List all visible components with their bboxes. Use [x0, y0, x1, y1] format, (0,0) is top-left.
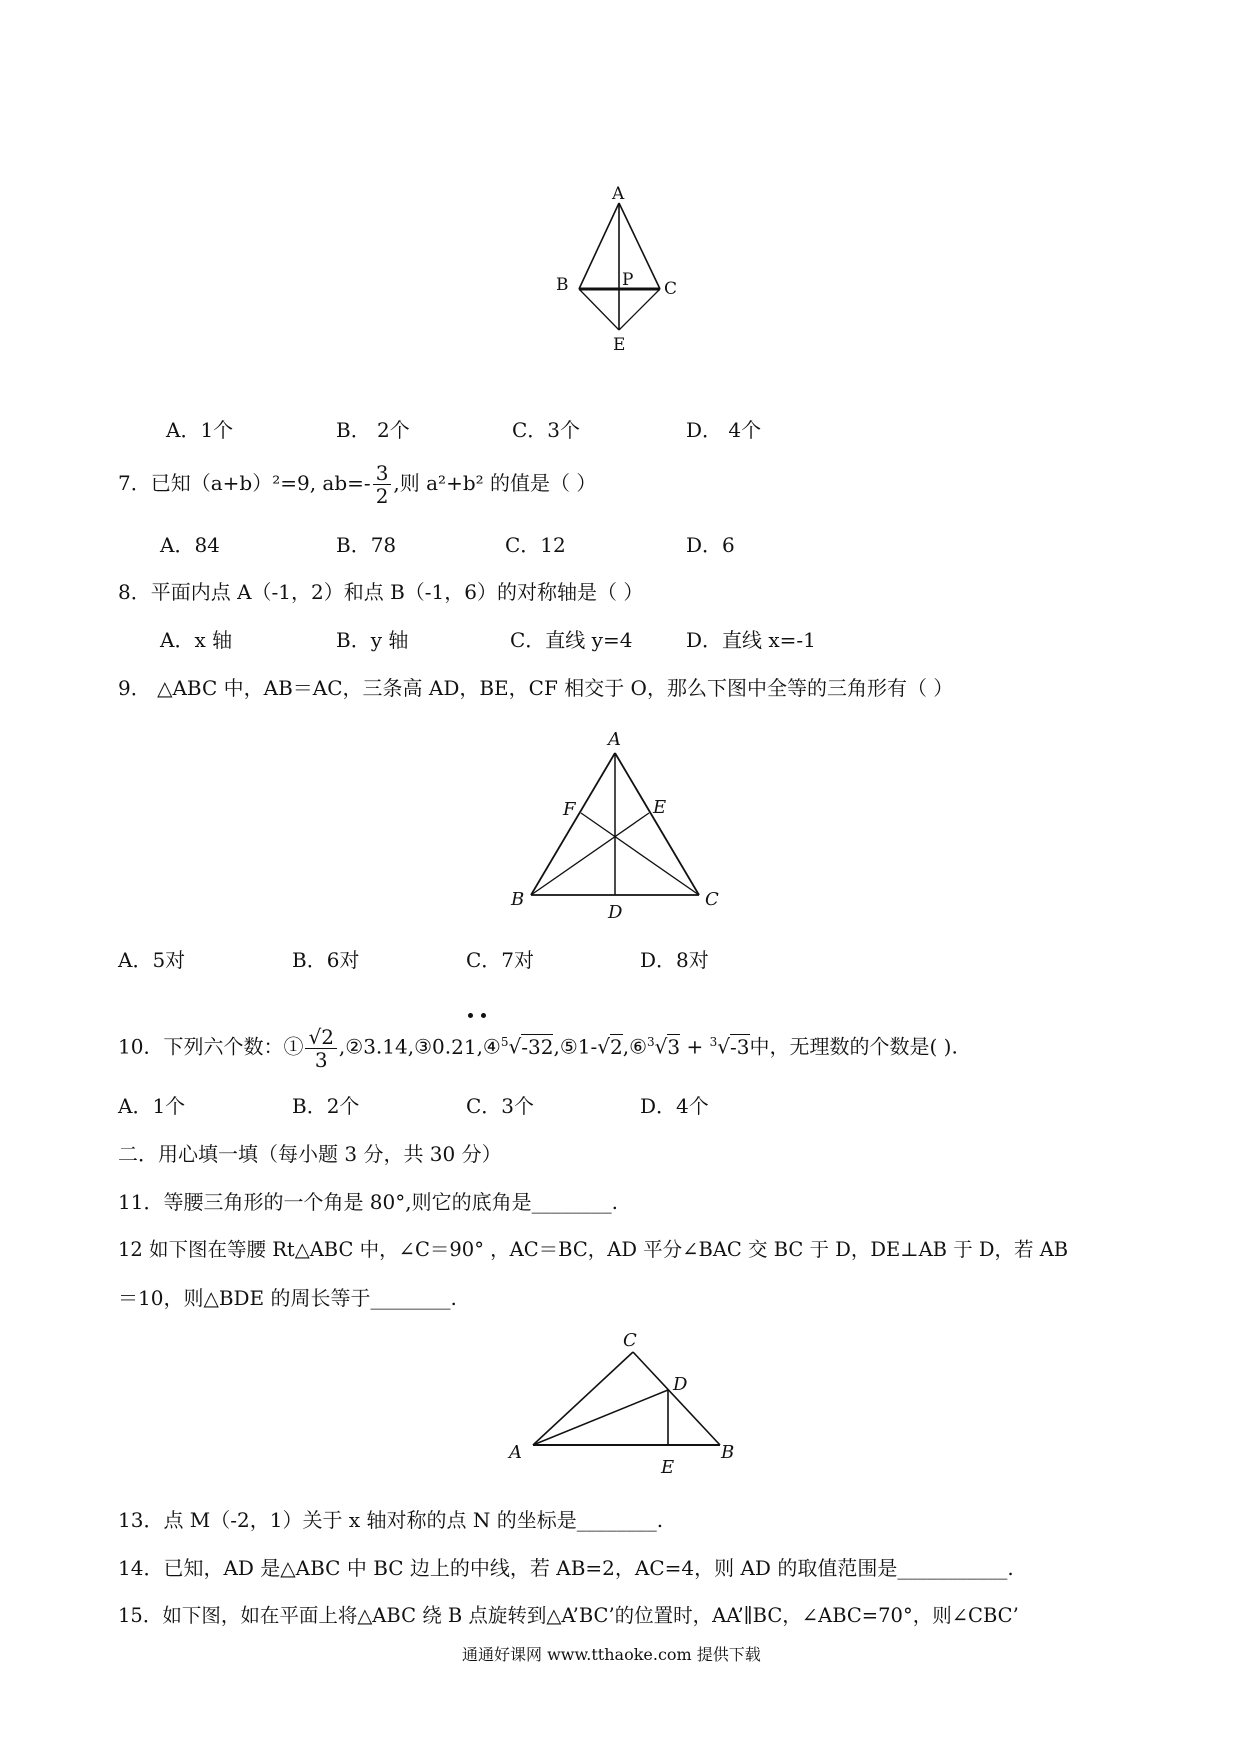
- q7-frac-den: 2: [375, 484, 389, 508]
- q14-stem: 14．已知，AD 是△ABC 中 BC 边上的中线，若 AB=2，AC=4，则 AD 的取值范围是___________.: [118, 1556, 1014, 1580]
- q9-option-a: A．5对: [118, 948, 186, 972]
- q6-edge-ab: [579, 203, 619, 289]
- q6-label-b: B: [556, 275, 569, 295]
- q10-option-c: C．3个: [466, 1094, 535, 1118]
- page-footer: 通通好课网 www.tthaoke.com 提供下载: [462, 1645, 761, 1664]
- q7-option-c: C．12: [505, 533, 566, 557]
- q10-cbrt-radicand-2: -3: [730, 1034, 750, 1059]
- q6-edge-be: [579, 289, 619, 330]
- q9-label-b: B: [511, 889, 525, 910]
- q7-option-d: D．6: [686, 533, 735, 557]
- q6-option-b: B． 2个: [336, 418, 410, 442]
- q8-option-c: C．直线 y=4: [510, 628, 633, 652]
- q12-label-c: C: [623, 1330, 637, 1351]
- q9-label-a: A: [608, 729, 621, 750]
- q7-frac-num: 3: [373, 462, 392, 485]
- q10-item4: ,④: [476, 1034, 501, 1059]
- q10-frac-num: √2: [305, 1026, 336, 1049]
- q10-repeat-dot-1: [468, 1013, 473, 1018]
- q10-stem-a: 10．下列六个数：①: [118, 1034, 304, 1059]
- q7-stem: [118, 462, 596, 507]
- q9-edge-ac: [615, 753, 699, 895]
- q6-label-a: A: [612, 184, 625, 204]
- q6-label-e: E: [613, 335, 626, 355]
- q10-radical-icon: √: [508, 1034, 522, 1059]
- q10-cbrt-icon-2: √: [717, 1034, 731, 1059]
- q12-label-a: A: [509, 1442, 522, 1463]
- q8-option-a: A．x 轴: [160, 628, 233, 652]
- q6-edge-ce: [619, 289, 660, 330]
- q9-edge-ab: [531, 753, 615, 895]
- q7-option-b: B．78: [336, 533, 397, 557]
- q6-option-d: D． 4个: [686, 418, 762, 442]
- q9-altitude-be: [531, 813, 649, 895]
- q10-repeating-digits: 21: [451, 1034, 477, 1059]
- q6-option-c: C．3个: [512, 418, 581, 442]
- q12-label-e: E: [661, 1457, 675, 1478]
- q6-label-p: P: [622, 270, 634, 290]
- q10-sqrt-icon: √: [597, 1034, 610, 1059]
- q11-stem: 11．等腰三角形的一个角是 80°,则它的底角是________.: [118, 1190, 618, 1214]
- q10-cbrt-icon-1: √: [654, 1034, 668, 1059]
- q10-cbrt-index-2: 3: [709, 1035, 718, 1049]
- q12-triangle-figure: [505, 1330, 745, 1480]
- q7-stem-c: ,则 a²+b² 的值是（ ）: [393, 471, 597, 495]
- q10-option-a: A．1个: [118, 1094, 186, 1118]
- q10-cbrt-radicand-1: 3: [667, 1034, 681, 1059]
- q15-stem: 15．如下图，如在平面上将△ABC 绕 B 点旋转到△A’BC’的位置时，AA’∥BC，∠ABC=70°，则∠CBC’: [118, 1604, 1019, 1627]
- q10-tail: 中，无理数的个数是( ).: [749, 1034, 958, 1059]
- q9-label-f: F: [563, 799, 576, 820]
- q10-cbrt-index-1: 3: [647, 1035, 655, 1049]
- q8-stem: 8．平面内点 A（-1，2）和点 B（-1，6）的对称轴是（ ）: [118, 580, 644, 604]
- q7-stem-b: ²=9, ab=-: [272, 471, 371, 495]
- q10-item5: ,⑤1-: [553, 1034, 598, 1059]
- q10-option-d: D．4个: [640, 1094, 709, 1118]
- q7-stem-a: 7．已知（a+b）: [118, 471, 273, 495]
- q10-option-b: B．2个: [292, 1094, 360, 1118]
- q10-frac-den: 3: [314, 1047, 328, 1072]
- q12-stem-line2: ＝10，则△BDE 的周长等于________.: [118, 1286, 457, 1310]
- q12-stem-line1: 12 如下图在等腰 Rt△ABC 中，∠C＝90° ，AC＝BC，AD 平分∠BAC 交 BC 于 D，DE⊥AB 于 D，若 AB: [118, 1238, 1069, 1261]
- q12-label-d: D: [673, 1374, 688, 1395]
- q9-label-d: D: [608, 902, 623, 923]
- q10-stem: [118, 1012, 958, 1072]
- q6-label-c: C: [664, 279, 678, 299]
- q13-stem: 13．点 M（-2，1）关于 x 轴对称的点 N 的坐标是________.: [118, 1508, 664, 1532]
- q10-root5-index: 5: [500, 1035, 509, 1049]
- q6-option-a: A．1个: [166, 418, 234, 442]
- q10-item2: ,②3.14,③0.: [338, 1034, 452, 1059]
- q8-option-b: B．y 轴: [336, 628, 409, 652]
- q9-altitude-cf: [581, 813, 699, 895]
- q9-label-c: C: [705, 889, 719, 910]
- q9-label-e: E: [653, 797, 667, 818]
- q10-fraction: [305, 1026, 336, 1071]
- q9-option-c: C．7对: [466, 948, 535, 972]
- q12-bisector-ad: [533, 1390, 668, 1445]
- q9-stem: 9． △ABC 中，AB＝AC，三条高 AD，BE，CF 相交于 O，那么下图中全等的三角形有（ ）: [118, 676, 954, 700]
- q6-kite-figure: [540, 184, 710, 395]
- q10-plus: +: [680, 1034, 710, 1059]
- q10-item6: ,⑥: [622, 1034, 648, 1059]
- q10-sqrt-radicand: 2: [610, 1034, 623, 1059]
- section2-heading: 二．用心填一填（每小题 3 分，共 30 分）: [118, 1142, 502, 1166]
- q12-label-b: B: [721, 1442, 735, 1463]
- q7-option-a: A．84: [160, 533, 220, 557]
- q9-option-d: D．8对: [640, 948, 709, 972]
- q7-fraction: [373, 462, 392, 507]
- q12-edge-ac: [533, 1352, 633, 1445]
- q8-option-d: D．直线 x=-1: [686, 628, 816, 652]
- q10-root5-radicand: -32: [521, 1034, 554, 1059]
- q9-option-b: B．6对: [292, 948, 360, 972]
- q10-repeat-dot-2: [481, 1013, 486, 1018]
- q9-triangle-figure: [505, 725, 735, 925]
